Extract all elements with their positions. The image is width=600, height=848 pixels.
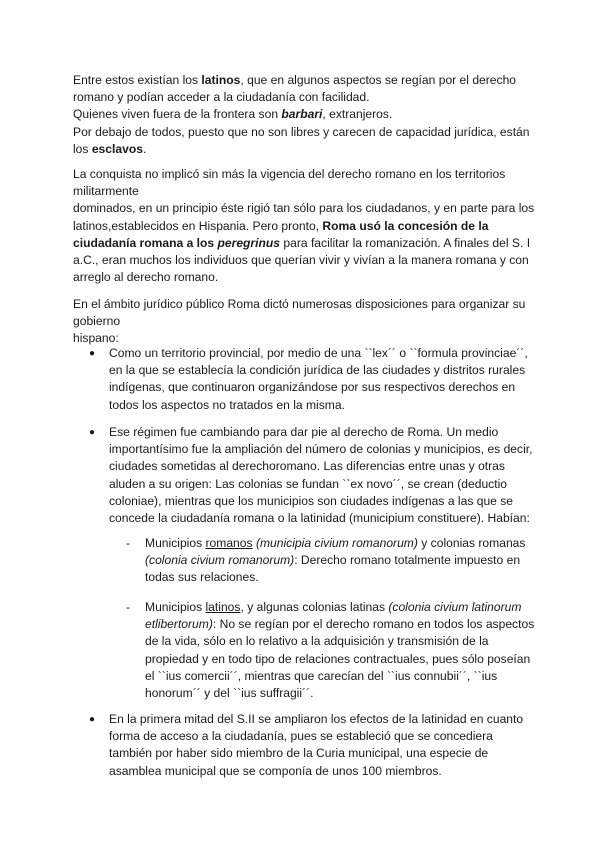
bullet-icon: ● <box>89 714 96 725</box>
term-barbari: barbari <box>281 107 323 122</box>
dash-icon: - <box>126 600 131 614</box>
bullet-icon: ● <box>89 348 96 359</box>
term-latinos: latinos <box>201 73 241 87</box>
document-page: Entre estos existían los latinos, que en algunos aspectos se regían por el derecho romano y podían acceder a la ciudadanía con facilidad. Quienes viven fuera de la frontera son barbari, extranjeros. Por debajo de todos, puesto que no son libres y carecen de capacidad jurídica, están los esclavos. La conquista no implicó sin más la vigencia del derecho romano en los territorios militarmente dominados, en un principio éste rigió tan sólo para los ciudadanos, y en parte para los latinos,establecidos en Hispania. Pero pronto, Roma usó la concesión de la ciudadanía romana a los peregrinus para facilitar la romanización. A finales del S. I a.C., eran muchos los individuos que querían vivir y vivían a la manera romana y con arreglo al derecho romano. En el ámbito jurídico público Roma dictó numerosas disposiciones para organizar su gobierno hispano: ● Como un territorio provincial, por medio de una ``lex´´ o ``formula provinciae´´, en la que se establecía la condición jurídica de las ciudades y distritos rurales indígenas, que continuaron organizándose por sus respectivos derechos en todos los aspectos no tratados en la misma. ● Ese régimen fue cambiando para dar pie al derecho de Roma. Un medio importantísimo fue la ampliación del número de colonias y municipios, es decir, ciudades sometidas al derechoromano. Las diferencias entre unas y otras aluden a su origen: Las colonias se fundan ``ex novo´´, se crean (deductio coloniae), mientras que los municipios son ciudades indígenas a las que se concede la ciudadanía romana o la latinidad (municipium constituere). Habían: - Municipios romanos (municipia civium romanorum) y colonias romanas (colonia civium romanorum): Derecho romano totalmente impuesto en todas sus relaciones. - Municipios latinos, y algunas colonias latinas (colonia civium latinorum etlibertorum): No se regían por el derecho romano en todos los aspectos de la vida, sólo en lo relativo a la adquisición y transmisión de la propiedad y en todo tipo de relaciones contractuales, pues sólo poseían el ``ius comercii´´, mientras que carecían del ``ius connubii´´, ``ius honorum´´ y del ``ius suffragii´´. ● En la primera mitad del S.II se ampliaron los efectos de la latinidad en cuanto forma de acceso a la ciudadanía, pues se estableció que se concediera también por haber sido miembro de la Curia municipal, una especie de asamblea municipal que se componía de unos 100 miembros. <box>0 0 600 848</box>
paragraph-ambito-juridico: En el ámbito jurídico público Roma dictó numerosas disposiciones para organizar su gobierno hispano: <box>73 297 526 346</box>
paragraph-conquista: La conquista no implicó sin más la vigencia del derecho romano en los territorios militarmente dominados, en un principio éste rigió tan sólo para los ciudadanos, y en parte para los latinos,establecidos en Hispania. Pero pronto, Roma usó la concesión de la ciudadanía romana a los peregrinus para facilitar la romanización. A finales del S. I a.C., eran muchos los individuos que querían vivir y vivían a la manera romana y con arreglo al derecho romano. <box>73 167 535 285</box>
term-peregrinus: peregrinus <box>217 235 281 250</box>
term-esclavos: esclavos <box>91 141 143 156</box>
paragraph-latinos: Entre estos existían los latinos, que en algunos aspectos se regían por el derecho romano y podían acceder a la ciudadanía con facilidad. Quienes viven fuera de la frontera son barbari, extranjeros. Por debajo de todos, puesto que no son libres y carecen de capacidad jurídica, están los esclavos. <box>73 73 530 156</box>
bullet-icon: ● <box>89 427 96 438</box>
dash-icon: - <box>126 536 131 550</box>
highlight-ciudadania: Roma usó la concesión de la ciudadanía romana a los <box>73 218 489 250</box>
